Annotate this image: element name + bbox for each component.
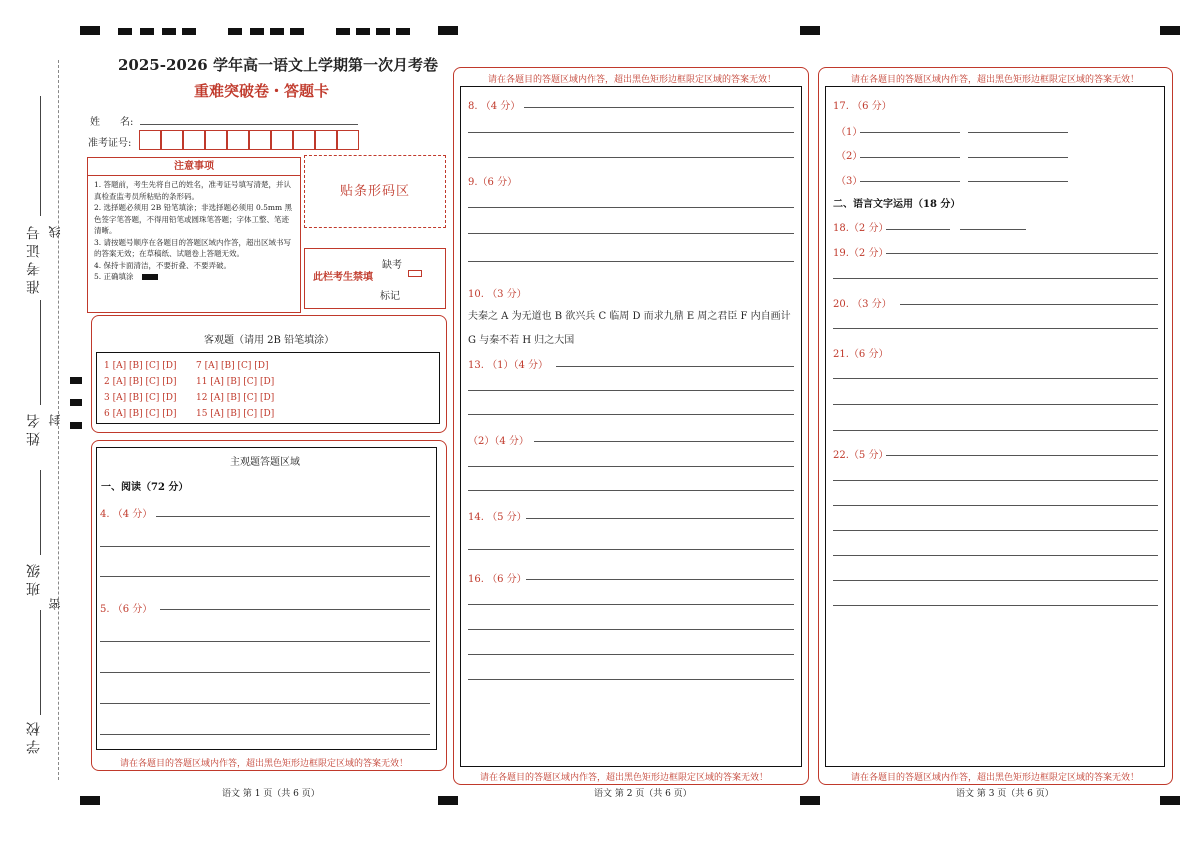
id-cell[interactable] bbox=[315, 130, 337, 150]
question-13-label: 13. （1）（4 分） bbox=[468, 360, 548, 371]
id-cell[interactable] bbox=[205, 130, 227, 150]
answer-line[interactable] bbox=[526, 579, 794, 580]
section-reading: 一、阅读（72 分） bbox=[101, 482, 189, 493]
absent-top-label: 缺考 bbox=[382, 260, 402, 271]
registration-mark bbox=[376, 28, 390, 35]
absent-forbidden-label: 此栏考生禁填 bbox=[313, 272, 373, 283]
name-label: 姓 名: bbox=[90, 117, 134, 128]
note-item: 2. 选择题必须用 2B 铅笔填涂；非选择题必须用 0.5mm 黑色签字笔答题，不得用铅笔或圆珠笔答题；字体工整、笔迹清晰。 bbox=[94, 203, 293, 235]
question-17-part2: （2） bbox=[836, 151, 863, 162]
question-16-label: 16. （6 分） bbox=[468, 574, 527, 585]
registration-mark bbox=[228, 28, 242, 35]
question-10-label: 10. （3 分） bbox=[468, 289, 527, 300]
registration-mark bbox=[438, 796, 458, 805]
answer-line[interactable] bbox=[886, 253, 1158, 254]
objective-row[interactable]: 1 [A] [B] [C] [D] bbox=[104, 361, 177, 371]
question-9-label: 9.（6 分） bbox=[468, 177, 518, 188]
registration-mark bbox=[70, 377, 82, 384]
answer-line[interactable] bbox=[468, 132, 794, 133]
answer-line[interactable] bbox=[833, 480, 1158, 481]
answer-line[interactable] bbox=[468, 207, 794, 208]
question-17-part3: （3） bbox=[836, 176, 863, 187]
answer-line[interactable] bbox=[100, 672, 430, 673]
answer-line[interactable] bbox=[468, 261, 794, 262]
answer-line[interactable] bbox=[968, 181, 1068, 182]
side-name-line bbox=[40, 300, 41, 405]
registration-mark bbox=[356, 28, 370, 35]
registration-mark bbox=[800, 26, 820, 35]
id-cell[interactable] bbox=[293, 130, 315, 150]
side-label-class: 班级 bbox=[26, 560, 42, 596]
id-cell[interactable] bbox=[183, 130, 205, 150]
answer-line[interactable] bbox=[833, 555, 1158, 556]
side-label-school: 学校 bbox=[26, 718, 42, 754]
answer-line[interactable] bbox=[886, 455, 1158, 456]
answer-line[interactable] bbox=[468, 466, 794, 467]
answer-line[interactable] bbox=[968, 132, 1068, 133]
id-label: 准考证号: bbox=[88, 138, 132, 149]
question-17-label: 17. （6 分） bbox=[833, 101, 892, 112]
absent-checkbox[interactable] bbox=[408, 270, 422, 277]
answer-line[interactable] bbox=[833, 505, 1158, 506]
registration-mark bbox=[270, 28, 284, 35]
objective-row[interactable]: 3 [A] [B] [C] [D] bbox=[104, 393, 177, 403]
exam-subtitle: 重难突破卷・答题卡 bbox=[194, 82, 330, 100]
answer-line[interactable] bbox=[526, 518, 794, 519]
answer-line[interactable] bbox=[468, 604, 794, 605]
id-cell[interactable] bbox=[227, 130, 249, 150]
answer-line[interactable] bbox=[833, 378, 1158, 379]
objective-title: 客观题（请用 2B 铅笔填涂） bbox=[204, 335, 335, 346]
answer-line[interactable] bbox=[860, 157, 960, 158]
barcode-label: 贴条形码区 bbox=[340, 184, 411, 199]
registration-mark bbox=[800, 796, 820, 805]
notes-title: 注意事项 bbox=[88, 158, 300, 176]
registration-mark bbox=[162, 28, 176, 35]
subjective-title: 主观题答题区域 bbox=[230, 457, 300, 468]
boundary-notice: 请在各题目的答题区域内作答，超出黑色矩形边框限定区域的答案无效！ bbox=[851, 75, 1140, 85]
question-19-label: 19.（2 分） bbox=[833, 248, 889, 259]
id-cell[interactable] bbox=[271, 130, 293, 150]
answer-line[interactable] bbox=[534, 441, 794, 442]
side-id-line bbox=[40, 96, 41, 216]
registration-mark bbox=[1160, 796, 1180, 805]
answer-line[interactable] bbox=[833, 530, 1158, 531]
registration-mark bbox=[80, 796, 100, 805]
side-line-word: 线 bbox=[48, 226, 62, 238]
question-22-label: 22.（5 分） bbox=[833, 450, 889, 461]
question-21-label: 21.（6 分） bbox=[833, 349, 889, 360]
id-cell[interactable] bbox=[161, 130, 183, 150]
exam-title: 2025-2026 学年高一语文上学期第一次月考卷 bbox=[118, 56, 438, 74]
answer-line[interactable] bbox=[468, 233, 794, 234]
page-footer: 语文 第 3 页（共 6 页） bbox=[956, 789, 1054, 799]
answer-line[interactable] bbox=[468, 679, 794, 680]
side-label-name: 姓名 bbox=[26, 410, 42, 446]
filled-sample-icon bbox=[142, 274, 158, 280]
question-20-label: 20. （3 分） bbox=[833, 299, 892, 310]
answer-line[interactable] bbox=[860, 132, 960, 133]
answer-line[interactable] bbox=[556, 366, 794, 367]
answer-line[interactable] bbox=[886, 229, 950, 230]
answer-line[interactable] bbox=[468, 157, 794, 158]
name-field[interactable] bbox=[140, 124, 358, 125]
objective-row[interactable]: 11 [A] [B] [C] [D] bbox=[196, 377, 275, 387]
answer-line[interactable] bbox=[960, 229, 1026, 230]
registration-mark bbox=[140, 28, 154, 35]
question-10-text: G 与秦不若 H 归之大国 bbox=[468, 335, 575, 346]
answer-line[interactable] bbox=[468, 654, 794, 655]
registration-mark bbox=[182, 28, 196, 35]
page-footer: 语文 第 1 页（共 6 页） bbox=[222, 789, 320, 799]
registration-mark bbox=[438, 26, 458, 35]
answer-line[interactable] bbox=[100, 576, 430, 577]
registration-mark bbox=[290, 28, 304, 35]
side-school-line bbox=[40, 610, 41, 715]
answer-line[interactable] bbox=[833, 328, 1158, 329]
registration-mark bbox=[70, 422, 82, 429]
question-17-part1: （1） bbox=[836, 127, 863, 138]
answer-line[interactable] bbox=[468, 414, 794, 415]
notes-box bbox=[87, 157, 301, 313]
objective-row[interactable]: 7 [A] [B] [C] [D] bbox=[196, 361, 269, 371]
question-18-label: 18.（2 分） bbox=[833, 223, 889, 234]
registration-mark bbox=[396, 28, 410, 35]
answer-line[interactable] bbox=[100, 641, 430, 642]
answer-line[interactable] bbox=[900, 304, 1158, 305]
side-secret-word: 密 bbox=[48, 598, 62, 610]
note-item: 5. 正确填涂 bbox=[94, 272, 134, 281]
objective-row[interactable]: 6 [A] [B] [C] [D] bbox=[104, 409, 177, 419]
boundary-notice: 请在各题目的答题区域内作答，超出黑色矩形边框限定区域的答案无效！ bbox=[120, 759, 409, 769]
answer-line[interactable] bbox=[468, 629, 794, 630]
answer-line[interactable] bbox=[100, 703, 430, 704]
answer-line[interactable] bbox=[833, 404, 1158, 405]
id-cell[interactable] bbox=[139, 130, 161, 150]
page3-answer-box bbox=[825, 86, 1165, 767]
side-seal-word: 封 bbox=[48, 414, 62, 426]
boundary-notice: 请在各题目的答题区域内作答，超出黑色矩形边框限定区域的答案无效！ bbox=[851, 773, 1140, 783]
registration-mark bbox=[250, 28, 264, 35]
registration-mark bbox=[80, 26, 100, 35]
answer-line[interactable] bbox=[160, 609, 430, 610]
id-cell[interactable] bbox=[337, 130, 359, 150]
answer-line[interactable] bbox=[100, 734, 430, 735]
question-13b-label: （2）（4 分） bbox=[468, 436, 529, 447]
question-10-text: 夫秦之 A 为无道也 B 欲兴兵 C 临周 D 而求九鼎 E 周之君臣 F 内自画计 bbox=[468, 311, 791, 322]
page-footer: 语文 第 2 页（共 6 页） bbox=[594, 789, 692, 799]
registration-mark bbox=[336, 28, 350, 35]
note-item: 1. 答题前，考生先将自己的姓名，准考证号填写清楚，并认真检查监考员所粘贴的条形码。 bbox=[94, 180, 292, 201]
boundary-notice: 请在各题目的答题区域内作答，超出黑色矩形边框限定区域的答案无效！ bbox=[488, 75, 777, 85]
answer-line[interactable] bbox=[468, 549, 794, 550]
note-item: 3. 请按题号顺序在各题目的答题区域内作答，超出区域书写的答案无效；在草稿纸、试题卷上答题无效。 bbox=[94, 237, 292, 258]
boundary-notice: 请在各题目的答题区域内作答，超出黑色矩形边框限定区域的答案无效！ bbox=[480, 773, 769, 783]
answer-line[interactable] bbox=[968, 157, 1068, 158]
side-class-line bbox=[40, 470, 41, 555]
note-item: 4. 保持卡面清洁，不要折叠、不要弄破。 bbox=[94, 260, 232, 270]
objective-row[interactable]: 2 [A] [B] [C] [D] bbox=[104, 377, 177, 387]
page2-answer-box bbox=[460, 86, 802, 767]
objective-row[interactable]: 15 [A] [B] [C] [D] bbox=[196, 409, 275, 419]
registration-mark bbox=[1160, 26, 1180, 35]
answer-line[interactable] bbox=[524, 107, 794, 108]
answer-line[interactable] bbox=[833, 430, 1158, 431]
objective-row[interactable]: 12 [A] [B] [C] [D] bbox=[196, 393, 275, 403]
id-cell[interactable] bbox=[249, 130, 271, 150]
answer-line[interactable] bbox=[833, 580, 1158, 581]
answer-line[interactable] bbox=[100, 546, 430, 547]
answer-line[interactable] bbox=[833, 278, 1158, 279]
section-language: 二、语言文字运用（18 分） bbox=[833, 199, 961, 210]
answer-line[interactable] bbox=[468, 490, 794, 491]
answer-line[interactable] bbox=[468, 390, 794, 391]
answer-line[interactable] bbox=[860, 181, 960, 182]
registration-mark bbox=[118, 28, 132, 35]
question-5-label: 5. （6 分） bbox=[100, 604, 153, 615]
registration-mark bbox=[70, 399, 82, 406]
side-label-id: 准考证号 bbox=[26, 222, 42, 294]
question-14-label: 14. （5 分） bbox=[468, 512, 527, 523]
answer-line[interactable] bbox=[156, 516, 430, 517]
question-4-label: 4. （4 分） bbox=[100, 509, 153, 520]
absent-bottom-label: 标记 bbox=[380, 291, 400, 302]
answer-line[interactable] bbox=[833, 605, 1158, 606]
question-8-label: 8. （4 分） bbox=[468, 101, 521, 112]
